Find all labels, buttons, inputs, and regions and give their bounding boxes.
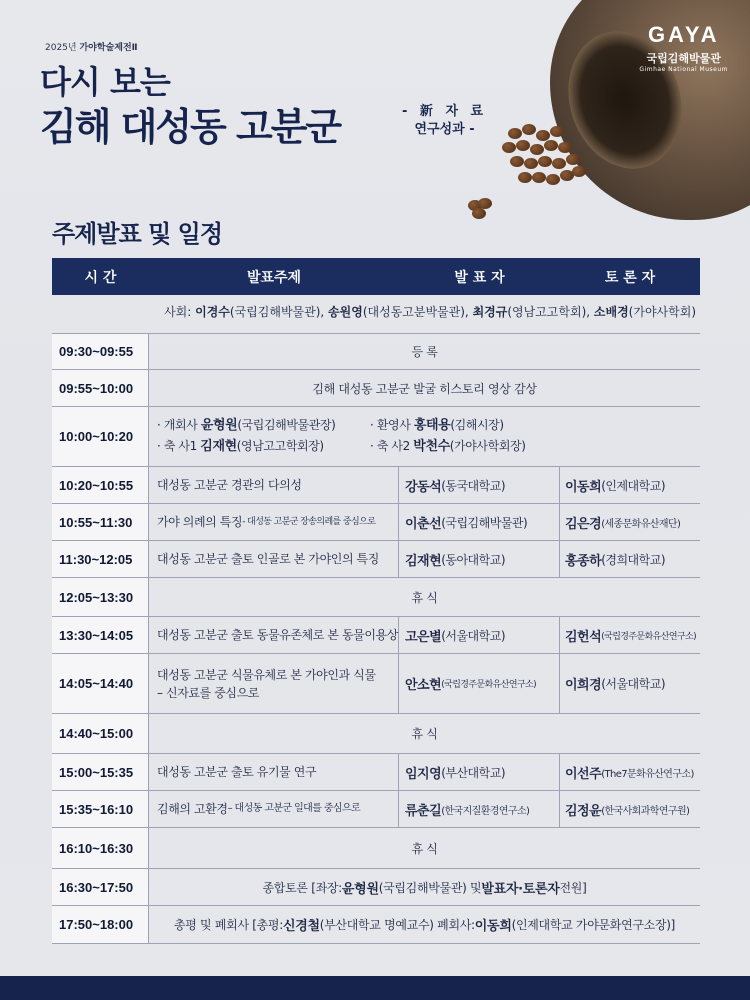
final-prefix: 총평 및 폐회사 [총평: — [173, 918, 283, 932]
presenter-org: (국립김해박물관) — [441, 515, 528, 530]
opening-role: · 축 사2 — [370, 439, 414, 453]
presenter-org: (국립경주문화유산연구소) — [441, 680, 537, 690]
table-row — [52, 714, 700, 754]
discussant-org: (국립경주문화유산연구소) — [601, 631, 697, 642]
opening-org: (영남고고학회장) — [236, 439, 324, 453]
table-row — [52, 333, 700, 370]
section-title: 주제발표 및 일정 — [52, 220, 222, 248]
moderator-org: (대성동고분박물관), — [362, 305, 473, 319]
discussant-name: 김은경 — [565, 516, 602, 532]
opening-name: 윤형원 — [200, 418, 238, 433]
chair-name: 윤형원 — [341, 881, 379, 897]
discussant-name: 홍종하 — [565, 553, 602, 569]
row-full-text: 등 록 — [411, 345, 438, 359]
row-presenter — [399, 467, 560, 503]
discussant-name: 김헌석 — [565, 629, 602, 645]
discussant-org: (The7문화유산연구소) — [601, 768, 694, 780]
table-row — [52, 617, 700, 654]
topic-line-1: 대성동 고분군 식물유체로 본 가야인과 식물 — [157, 667, 376, 682]
moderator-org: (영남고고학회), — [507, 305, 594, 319]
closing-suffix: 전원] — [559, 880, 587, 895]
discussant-org: (한국사회과학연구원) — [601, 805, 690, 817]
table-row — [52, 504, 700, 541]
row-topic: 대성동 고분군 출토 유기물 연구 — [149, 754, 399, 790]
subtitle-line-2: 연구성과 - — [414, 122, 475, 137]
row-time: 09:30~09:55 — [52, 334, 149, 369]
topic-sub: - 대성동 고분군 장송의례를 중심으로 — [242, 517, 376, 527]
event-eyebrow — [45, 40, 138, 53]
discussant-name: 김정윤 — [565, 803, 602, 819]
opening-name: 홍태용 — [413, 418, 451, 433]
topic-line-2: – 신자료를 중심으로 — [157, 685, 259, 700]
row-discussant — [560, 654, 700, 713]
row-presenter — [399, 617, 560, 653]
reviewer-org: (부산대학교 명예교수) 폐회사: — [319, 918, 475, 932]
row-presenter — [399, 504, 560, 540]
row-time: 16:30~17:50 — [52, 869, 149, 905]
table-row — [52, 370, 700, 407]
table-row — [52, 407, 700, 467]
row-time: 16:10~16:30 — [52, 828, 149, 868]
opening-org: (김해시장) — [450, 418, 504, 432]
opening-name: 김재현 — [200, 439, 237, 454]
row-full-text — [149, 906, 700, 943]
discussant-org: (경희대학교) — [601, 552, 666, 567]
logo-korean: 국립김해박물관 — [646, 52, 721, 65]
header-discussant: 토 론 자 — [604, 269, 656, 286]
row-topic: 대성동 고분군 경관의 다의성 — [149, 467, 399, 503]
opening-name: 박천수 — [413, 439, 450, 454]
presenter-name: 이춘선 — [405, 516, 442, 532]
logo-wordmark: GAYA — [647, 22, 720, 47]
moderator-org: (가야사학회) — [628, 305, 696, 319]
presenter-name: 김재현 — [405, 553, 442, 569]
row-presenter — [399, 654, 560, 713]
moderator-name: 이경수 — [195, 305, 230, 319]
closer-name: 이동희 — [474, 919, 512, 934]
row-topic — [149, 791, 399, 827]
event-year: 2025년 — [45, 43, 77, 53]
header-time: 시 간 — [84, 269, 117, 286]
reviewer-name: 신경철 — [282, 919, 320, 934]
footer-bar — [0, 976, 750, 1000]
table-row — [52, 654, 700, 714]
title-line-2: 김해 대성동 고분군 — [40, 105, 341, 149]
row-time: 10:20~10:55 — [52, 467, 149, 503]
discussant-name: 이선주 — [565, 766, 602, 782]
presenter-name: 임지영 — [405, 766, 442, 782]
row-presenter — [399, 754, 560, 790]
row-discussant — [560, 541, 700, 577]
moderator-name: 송원영 — [328, 305, 363, 319]
row-discussant — [560, 791, 700, 827]
row-time: 11:30~12:05 — [52, 541, 149, 577]
discussant-name: 이희경 — [565, 678, 602, 693]
logo-english: Gimhae National Museum — [639, 66, 728, 73]
row-topic: 대성동 고분군 출토 인골로 본 가야인의 특징 — [149, 541, 399, 577]
topic-main: 김해의 고환경 — [157, 802, 228, 816]
row-time: 14:40~15:00 — [52, 714, 149, 753]
presenter-org: (한국지질환경연구소) — [441, 805, 530, 817]
row-discussant — [560, 504, 700, 540]
row-topic — [149, 654, 399, 713]
chair-org: (국립김해박물관) 및 — [378, 880, 482, 895]
row-time: 17:50~18:00 — [52, 906, 149, 943]
opening-ceremony — [149, 407, 700, 466]
moderator-name: 최경규 — [472, 305, 508, 319]
row-time: 12:05~13:30 — [52, 578, 149, 616]
opening-org: (가야사학회장) — [449, 439, 526, 453]
table-row — [52, 869, 700, 906]
seeds-image — [498, 118, 588, 198]
header-presenter: 발 표 자 — [454, 269, 505, 286]
row-time: 13:30~14:05 — [52, 617, 149, 653]
presenter-org: (동아대학교) — [441, 552, 506, 567]
header-topic: 발표주제 — [246, 269, 302, 286]
topic-sub: – 대성동 고분군 일대를 중심으로 — [227, 803, 361, 814]
presenter-org: (서울대학교) — [441, 628, 506, 643]
presenter-name: 고은별 — [405, 629, 442, 645]
table-row — [52, 791, 700, 828]
row-discussant — [560, 617, 700, 653]
opening-org: (국립김해박물관장) — [237, 418, 336, 432]
subtitle-line-1: - 新 자 료 — [402, 104, 488, 119]
museum-logo — [639, 22, 728, 73]
table-row — [52, 541, 700, 578]
seeds-small-image — [466, 196, 492, 218]
row-time: 10:00~10:20 — [52, 407, 149, 466]
table-row — [52, 467, 700, 504]
row-time: 14:05~14:40 — [52, 654, 149, 713]
moderator-prefix: 사회: — [164, 305, 196, 319]
row-presenter — [399, 541, 560, 577]
row-full-text — [149, 869, 700, 905]
row-presenter — [399, 791, 560, 827]
row-topic: 대성동 고분군 출토 동물유존체로 본 동물이용상 — [149, 617, 399, 653]
subtitle — [402, 103, 487, 139]
presenter-name: 강동석 — [405, 479, 442, 495]
row-discussant — [560, 754, 700, 790]
moderator-name: 소배경 — [593, 305, 629, 319]
row-time: 15:00~15:35 — [52, 754, 149, 790]
table-row — [52, 578, 700, 617]
discussant-name: 이동희 — [565, 479, 602, 495]
row-full-text: 김해 대성동 고분군 발굴 히스토리 영상 감상 — [312, 381, 537, 396]
discussant-org: (서울대학교) — [601, 677, 666, 691]
presenter-name: 류춘길 — [405, 803, 442, 819]
discussant-org: (인제대학교) — [601, 478, 666, 493]
row-discussant — [560, 467, 700, 503]
row-full-text: 휴 식 — [411, 727, 438, 741]
closer-org: (인제대학교 가야문화연구소장)] — [511, 918, 676, 932]
row-full-text: 휴 식 — [411, 841, 438, 856]
table-row — [52, 754, 700, 791]
presenter-org: (동국대학교) — [441, 478, 506, 493]
presenter-name: 안소현 — [405, 678, 442, 693]
participants: 발표자·토론자 — [481, 881, 560, 897]
row-time: 09:55~10:00 — [52, 370, 149, 406]
table-row — [52, 828, 700, 869]
presenter-org: (부산대학교) — [441, 765, 506, 780]
row-topic — [149, 504, 399, 540]
event-series: 가야학술제전Ⅱ — [79, 43, 138, 53]
row-full-text: 휴 식 — [411, 590, 438, 605]
table-header — [52, 258, 700, 295]
row-time: 15:35~16:10 — [52, 791, 149, 827]
opening-role: · 환영사 — [370, 418, 414, 432]
opening-role: · 개회사 — [157, 418, 201, 432]
row-time: 10:55~11:30 — [52, 504, 149, 540]
opening-role: · 축 사1 — [157, 439, 201, 453]
moderator-org: (국립김해박물관), — [229, 305, 329, 319]
moderator-line — [52, 303, 700, 325]
table-row — [52, 906, 700, 944]
closing-prefix: 종합토론 [좌장: — [262, 880, 342, 895]
discussant-org: (세종문화유산재단) — [601, 518, 681, 530]
topic-main: 가야 의례의 특징 — [157, 515, 243, 529]
title-line-1: 다시 보는 — [40, 63, 170, 101]
